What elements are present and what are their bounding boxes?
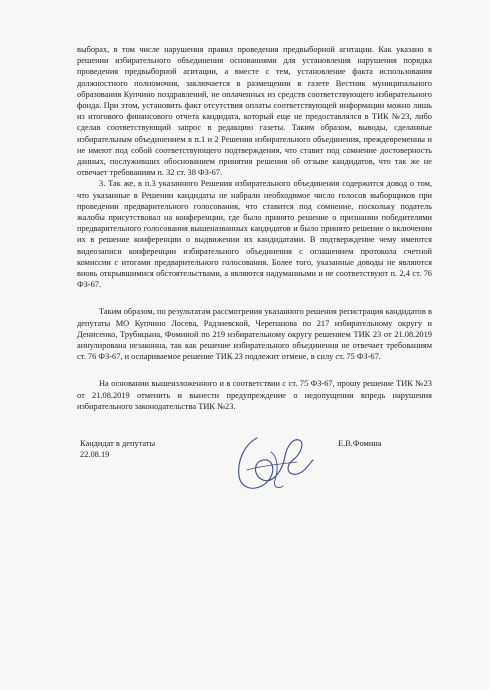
signature-date: 22.08.19: [80, 450, 110, 460]
paragraph-conclusion: Таким образом, по результатам рассмотрения указанного решения регистрация кандидатов в депутаты МО Купчино Лосева, Радзиевской, Черепанова по 217 избирательному округу и Денисенко, Трубицына, Фоминой по 219 избирательному округу решением ТИК 23 от 21.08.2019 аннулирована незаконна, так как решение избирательного объединения не отвечает требованиям ст. 76 ФЗ-67, и оспариваемое решение ТИК 23 подлежит отмене, в силу ст. 75 ФЗ-67.: [77, 307, 432, 362]
signer-info: [80, 438, 155, 460]
handwritten-signature: [227, 430, 317, 500]
signature-block: [77, 438, 432, 508]
signer-name: Е.В.Фомина: [338, 439, 382, 449]
paragraph-continuation: выборах, в том числе нарушения правил проведения предвыборной агитации. Как указано в решении избирательного объединения основаниями для установления нарушения порядка проведения предвыборной агитации, а вместе с тем, установление факта использования должностного полномочия, заключается в размещении в газете Вестник муниципального образования Купчино поздравлений, не оплаченных из средств соответствующего избирательного фонда. При этом, установить факт отсутствия оплаты соответствующей информации можно лишь из итогового финансового отчета кандидата, который еще не предоставлялся в ТИК №23, либо сделав соответствующий запрос в редакцию газеты. Таким образом, выводы, сделанные избирательным объединением в п.1 и 2 Решения избирательного объединения, преждевременны и не имеют под собой соответствующего подтверждения, что ставит под сомнение достоверность данных, послуживших обоснованием принятия решения об отзыве кандидатов, что так же не отвечает требованиям п. 32 ст. 38 ФЗ-67.: [77, 45, 432, 178]
paragraph-point-3: 3. Так же, в п.3 указанного Решения избирательного объединения содержится довод о том, что указанные в Решении кандидаты не набрали необходимое число голосов выборщиков при проведении предварительного голосования, что ставится под сомнение, поскольку податель жалобы присутствовал на конференции, где было принято решение о признании победителями предварительного голосования вышеназванных кандидатов и было принято решение о включении их в решение конференции о выдвижении их кандидатами. В подтверждение чему имеются видеозаписи конференции избирательного объединения с оглашением протокола счетной комиссии с итогами предварительного голосования. Более того, указанные доводы не являются вновь открывшимися обстоятельствами, а являются надуманными и не соответствуют п. 2,4 ст. 76 ФЗ-67.: [77, 179, 432, 290]
signer-role: Кандидат в депутаты: [80, 439, 156, 449]
paragraph-request: На основании вышеизложенного и в соответствии с ст. 75 ФЗ-67, прошу решение ТИК №23 от 21.08.2019 отменить и вынести предупреждение о недопущении впредь нарушения избирательного законодательства ТИК №23.: [77, 379, 432, 411]
